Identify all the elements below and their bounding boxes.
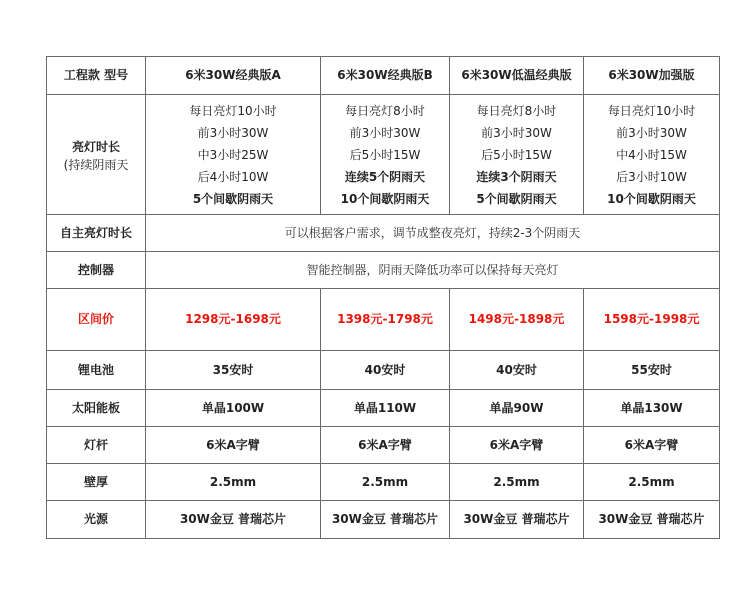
battery-row [47, 351, 720, 390]
panel-a: 单晶100W [146, 390, 321, 427]
light-source-low-temp: 30W金豆 普瑞芯片 [450, 501, 584, 539]
autonomous-label: 自主亮灯时长 [47, 215, 146, 252]
panel-label: 太阳能板 [47, 390, 146, 427]
autonomous-row [47, 215, 720, 252]
panel-enhanced: 单晶130W [584, 390, 720, 427]
thickness-b: 2.5mm [321, 464, 450, 501]
thickness-enhanced: 2.5mm [584, 464, 720, 501]
pole-low-temp: 6米A字臂 [450, 427, 584, 464]
battery-a: 35安时 [146, 351, 321, 390]
lighting-label: 亮灯时长 (持续阴雨天 [47, 95, 146, 215]
price-enhanced: 1598元-1998元 [584, 289, 720, 351]
battery-label: 锂电池 [47, 351, 146, 390]
model-low-temp: 6米30W低温经典版 [450, 57, 584, 95]
model-a: 6米30W经典版A [146, 57, 321, 95]
price-label: 区间价 [47, 289, 146, 351]
light-source-a: 30W金豆 普瑞芯片 [146, 501, 321, 539]
lighting-cell-low-temp: 每日亮灯8小时 前3小时30W 后5小时15W 连续3个阴雨天 5个间歇阴雨天 [450, 95, 584, 215]
controller-label: 控制器 [47, 252, 146, 289]
thickness-label: 壁厚 [47, 464, 146, 501]
lighting-cell-enhanced: 每日亮灯10小时 前3小时30W 中4小时15W 后3小时10W 10个间歇阴雨天 [584, 95, 720, 215]
model-b: 6米30W经典版B [321, 57, 450, 95]
price-low-temp: 1498元-1898元 [450, 289, 584, 351]
header-row [47, 57, 720, 95]
panel-b: 单晶110W [321, 390, 450, 427]
lighting-row [47, 95, 720, 215]
pole-a: 6米A字臂 [146, 427, 321, 464]
pole-b: 6米A字臂 [321, 427, 450, 464]
thickness-row [47, 464, 720, 501]
price-row [47, 289, 720, 351]
battery-enhanced: 55安时 [584, 351, 720, 390]
lighting-cell-b: 每日亮灯8小时 前3小时30W 后5小时15W 连续5个阴雨天 10个间歇阴雨天 [321, 95, 450, 215]
autonomous-text: 可以根据客户需求，调节成整夜亮灯，持续2-3个阴雨天 [146, 215, 720, 252]
panel-row [47, 390, 720, 427]
price-a: 1298元-1698元 [146, 289, 321, 351]
battery-low-temp: 40安时 [450, 351, 584, 390]
battery-b: 40安时 [321, 351, 450, 390]
pole-row [47, 427, 720, 464]
lighting-cell-a: 每日亮灯10小时 前3小时30W 中3小时25W 后4小时10W 5个间歇阴雨天 [146, 95, 321, 215]
model-enhanced: 6米30W加强版 [584, 57, 720, 95]
controller-text: 智能控制器，阴雨天降低功率可以保持每天亮灯 [146, 252, 720, 289]
pole-label: 灯杆 [47, 427, 146, 464]
light-source-enhanced: 30W金豆 普瑞芯片 [584, 501, 720, 539]
header-label: 工程款 型号 [47, 57, 146, 95]
light-source-b: 30W金豆 普瑞芯片 [321, 501, 450, 539]
spec-table [46, 56, 720, 539]
panel-low-temp: 单晶90W [450, 390, 584, 427]
controller-row [47, 252, 720, 289]
light-source-row [47, 501, 720, 539]
light-source-label: 光源 [47, 501, 146, 539]
thickness-low-temp: 2.5mm [450, 464, 584, 501]
price-b: 1398元-1798元 [321, 289, 450, 351]
pole-enhanced: 6米A字臂 [584, 427, 720, 464]
thickness-a: 2.5mm [146, 464, 321, 501]
